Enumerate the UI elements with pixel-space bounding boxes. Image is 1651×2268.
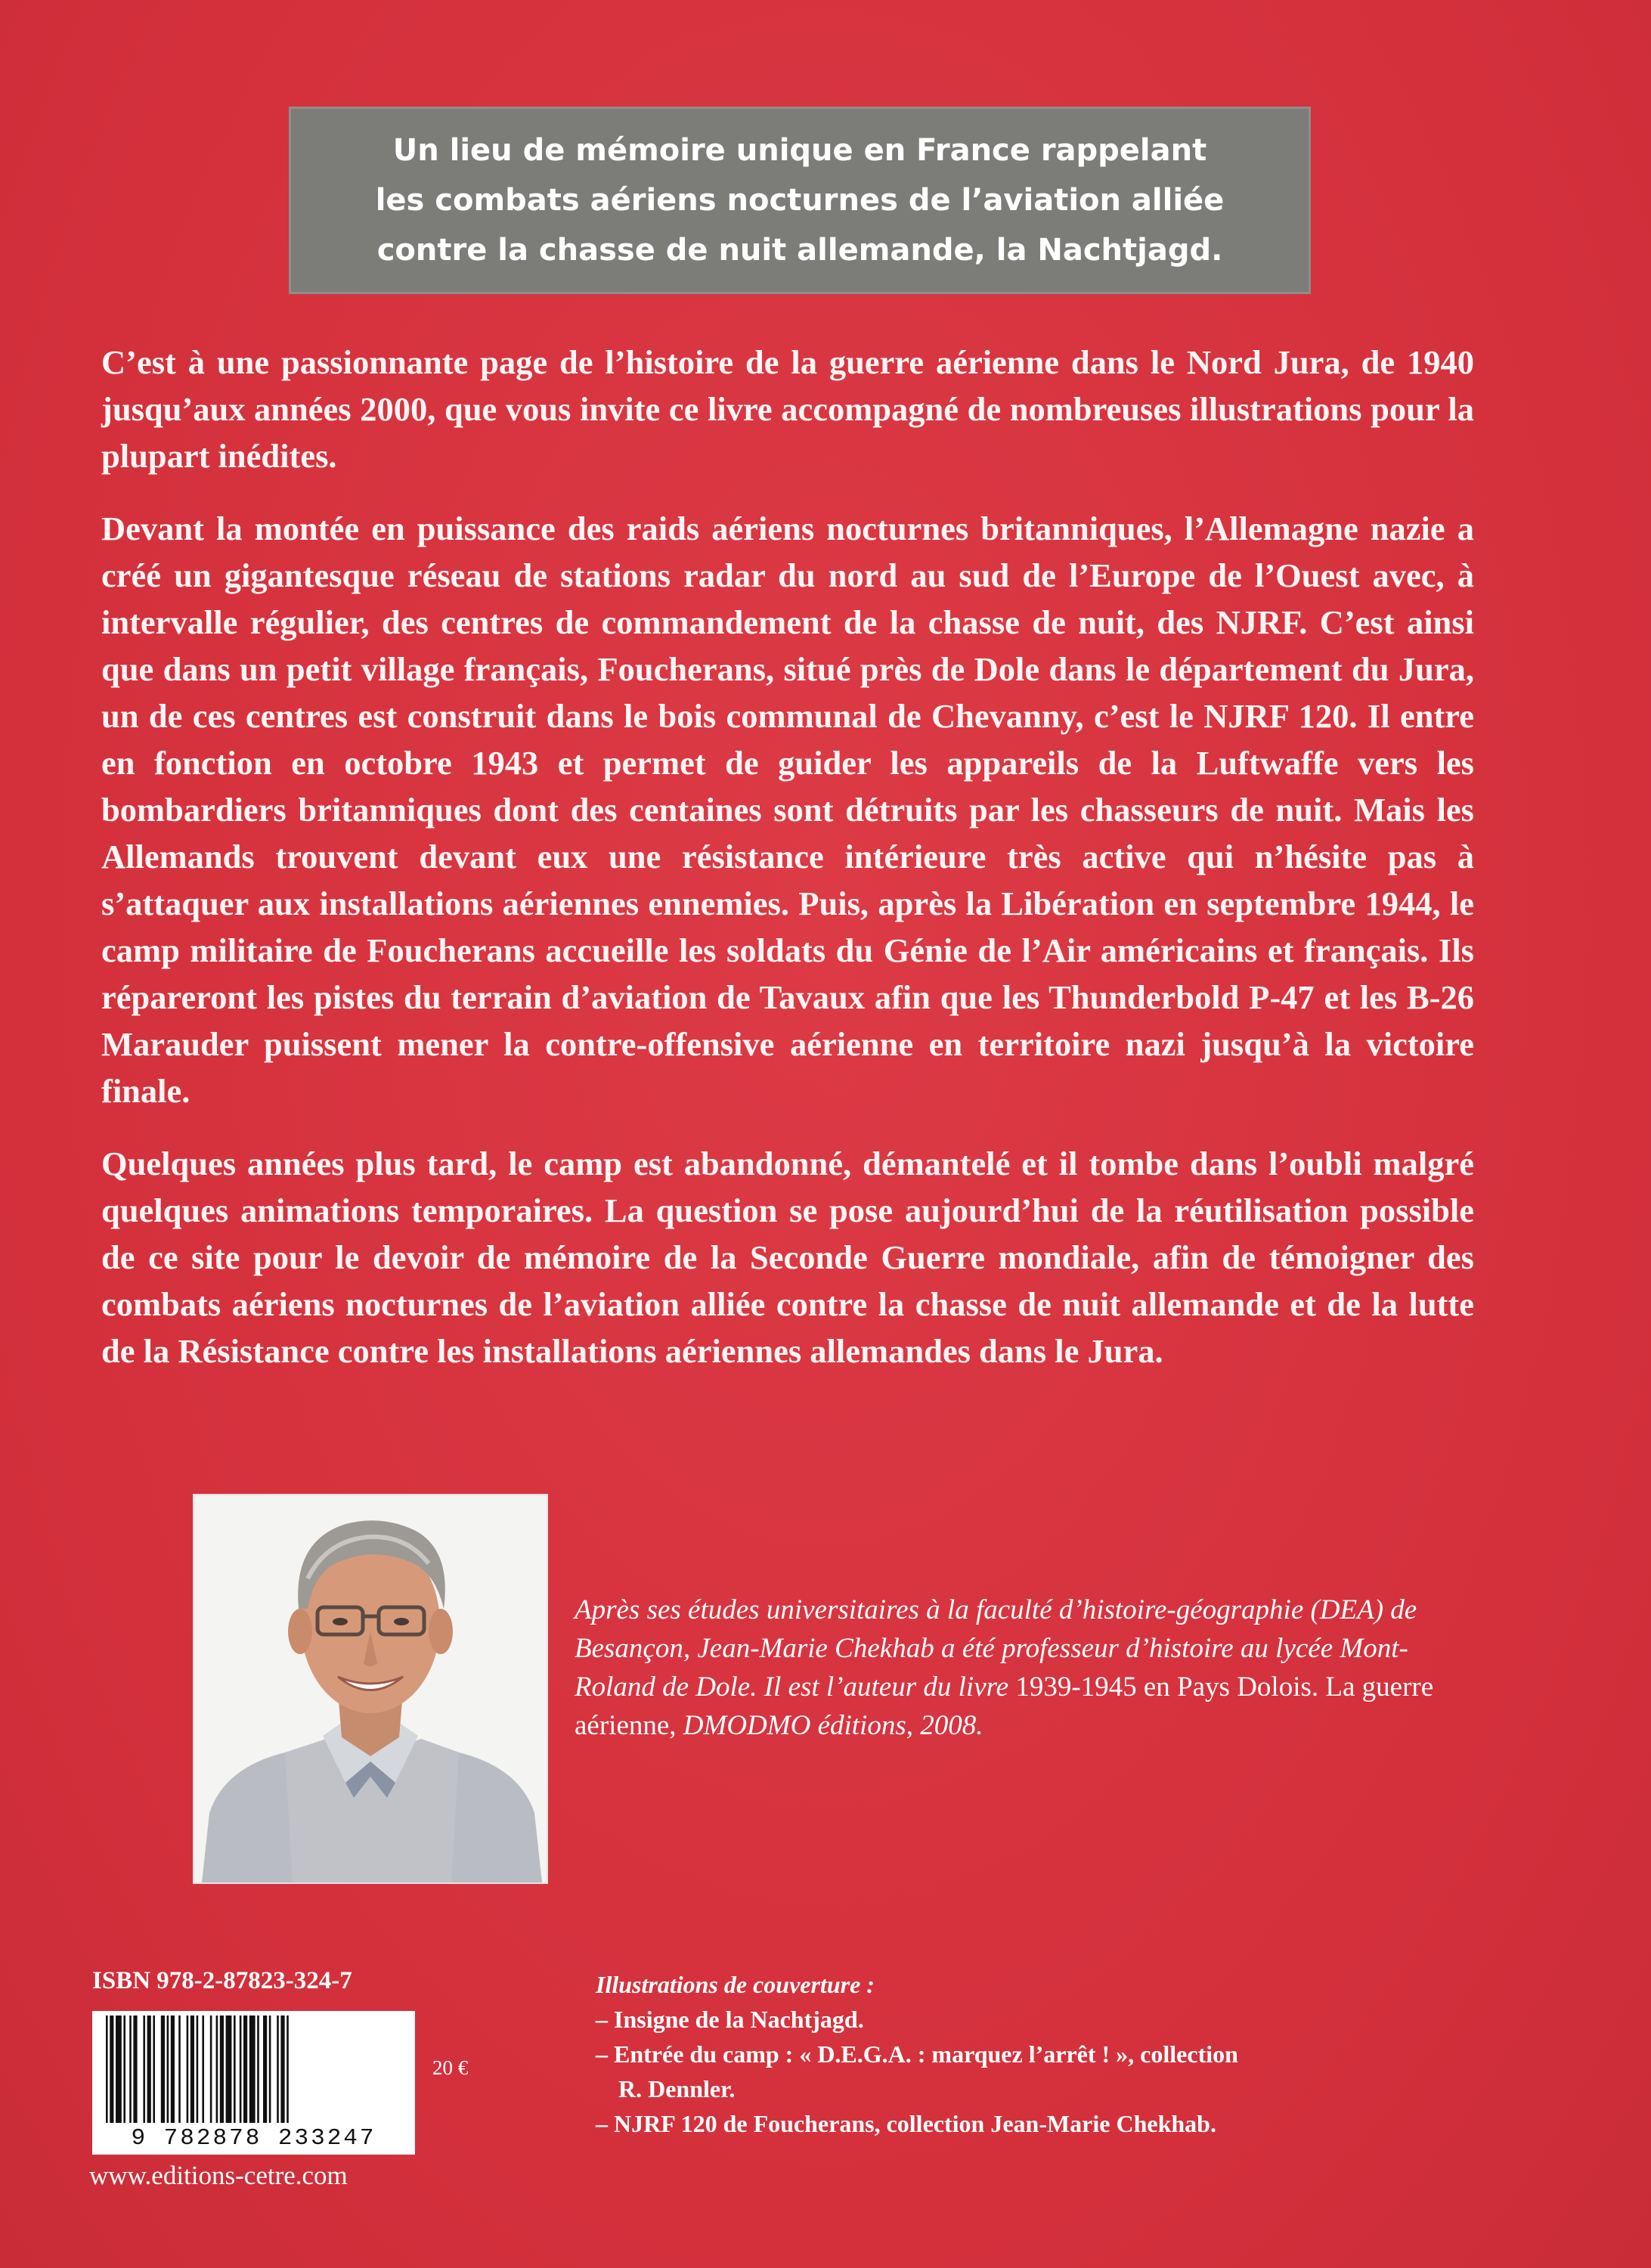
tagline-box: [289, 107, 1311, 294]
barcode-bar: [216, 2015, 218, 2123]
credits-item-1: – Insigne de la Nachtjagd.: [596, 2006, 864, 2033]
barcode-bar: [116, 2015, 122, 2123]
barcode-bar: [129, 2015, 132, 2123]
barcode-bars: [92, 2015, 415, 2129]
barcode-bar: [187, 2015, 189, 2123]
barcode-bar: [110, 2015, 113, 2123]
barcode-bar: [197, 2015, 199, 2123]
barcode-bar: [143, 2015, 145, 2123]
tagline-line-1: Un lieu de mémoire unique en France rappelant: [392, 133, 1207, 168]
credits-title: Illustrations de couverture :: [596, 1971, 875, 1998]
barcode-bar: [249, 2015, 256, 2123]
barcode-bar: [257, 2015, 259, 2123]
barcode-bar: [280, 2015, 284, 2123]
barcode-number: 9 782878 233247: [131, 2125, 376, 2152]
bio-text-end: DMODMO éditions, 2008.: [676, 1710, 983, 1741]
credits-item-3: – NJRF 120 de Foucherans, collection Jean-Marie Chekhab.: [596, 2110, 1216, 2137]
barcode-bar: [234, 2015, 236, 2123]
barcode-bar: [226, 2015, 232, 2123]
barcode-bar: [171, 2015, 175, 2123]
summary-paragraph-2: Devant la montée en puissance des raids aériens nocturnes britanniques, l’Allemagne nazie a créé un gigantesque réseau de stations radar du nord au sud de l’Europe de l’Ouest avec, à intervalle régulier, des centres de commandement de la chasse de nuit, des NJRF. C’est ainsi que dans un petit village français, Foucherans, situé près de Dole dans le département du Jura, un de ces centres est construit dans le bois communal de Chevanny, c’est le NJRF 120. Il entre en fonction en octobre 1943 et permet de guider les appareils de la Luftwaffe vers les bombardiers britanniques dont des centaines sont détruits par les chasseurs de nuit. Mais les Allemands trouvent devant eux une résistance intérieure très active qui n’hésite pas à s’attaquer aux installations aériennes ennemies. Puis, après la Libération en septembre 1944, le camp militaire de Foucherans accueille les soldats du Génie de l’Air américains et français. Ils répareront les pistes du terrain d’aviation de Tavaux afin que les Thunderbold P-47 et les B-26 Marauder puissent mener la contre-offensive aérienne en territoire nazi jusqu’à la victoire finale.: [101, 510, 1474, 1110]
credits-item-2: – Entrée du camp : « D.E.G.A. : marquez l’arrêt ! », collection: [596, 2040, 1238, 2068]
barcode-bar: [277, 2015, 279, 2123]
barcode-bar: [240, 2015, 242, 2123]
bio-text-start: Après ses études universitaires à la faculté d’histoire-géographie (DEA) de Besançon, Jean-Marie Chekhab a été professeur d’histoire au lycée Mont-Roland de Dole. Il est l’auteur du livre: [575, 1594, 1417, 1703]
summary-paragraph-3: Quelques années plus tard, le camp est abandonné, démantelé et il tombe dans l’oubli malgré quelques animations temporaires. La question se pose aujourd’hui de la réutilisation possible de ce site pour le devoir de mémoire de la Seconde Guerre mondiale, afin de témoigner des combats aériens nocturnes de l’aviation alliée contre la chasse de nuit allemande et de la lutte de la Résistance contre les installations aériennes allemandes dans le Jura.: [101, 1145, 1474, 1370]
barcode-bar: [167, 2015, 169, 2123]
credits-item-2-continued: R. Dennler.: [618, 2075, 736, 2102]
barcode-bar: [287, 2015, 289, 2123]
barcode-bar: [190, 2015, 194, 2123]
author-bio: [575, 1591, 1444, 1745]
book-summary: [101, 339, 1474, 1400]
summary-paragraph-1: C’est à une passionnante page de l’histoire de la guerre aérienne dans le Nord Jura, de 1940 jusqu’aux années 2000, que vous invite ce livre accompagné de nombreuses illustrations pour la plupart inédites.: [101, 343, 1474, 475]
tagline-line-2: les combats aériens nocturnes de l’aviation alliée: [375, 183, 1225, 218]
barcode-bar: [210, 2015, 212, 2123]
barcode-bar: [202, 2015, 204, 2123]
cover-credits: [596, 1967, 1465, 2141]
barcode-bar: [220, 2015, 224, 2123]
barcode-bar: [269, 2015, 271, 2123]
publisher-website: www.editions-cetre.com: [89, 2161, 348, 2190]
barcode-bar: [123, 2015, 125, 2123]
barcode-bar: [243, 2015, 247, 2123]
barcode-bar: [133, 2015, 137, 2123]
tagline-line-3: contre la chasse de nuit allemande, la Nachtjagd.: [376, 233, 1223, 268]
barcode-bar: [106, 2015, 108, 2123]
bio-book-title: 1939-1945 en Pays Dolois. La guerre aérienne,: [575, 1672, 1434, 1741]
author-photo: [194, 1495, 547, 1882]
barcode-bar: [153, 2015, 155, 2123]
price: 20 €: [432, 2056, 469, 2079]
barcode-bar: [178, 2015, 181, 2123]
barcode: [92, 2011, 415, 2155]
barcode-bar: [263, 2015, 267, 2123]
isbn-label: ISBN 978-2-87823-324-7: [92, 1967, 352, 1994]
barcode-bar: [147, 2015, 151, 2123]
barcode-bar: [161, 2015, 165, 2123]
